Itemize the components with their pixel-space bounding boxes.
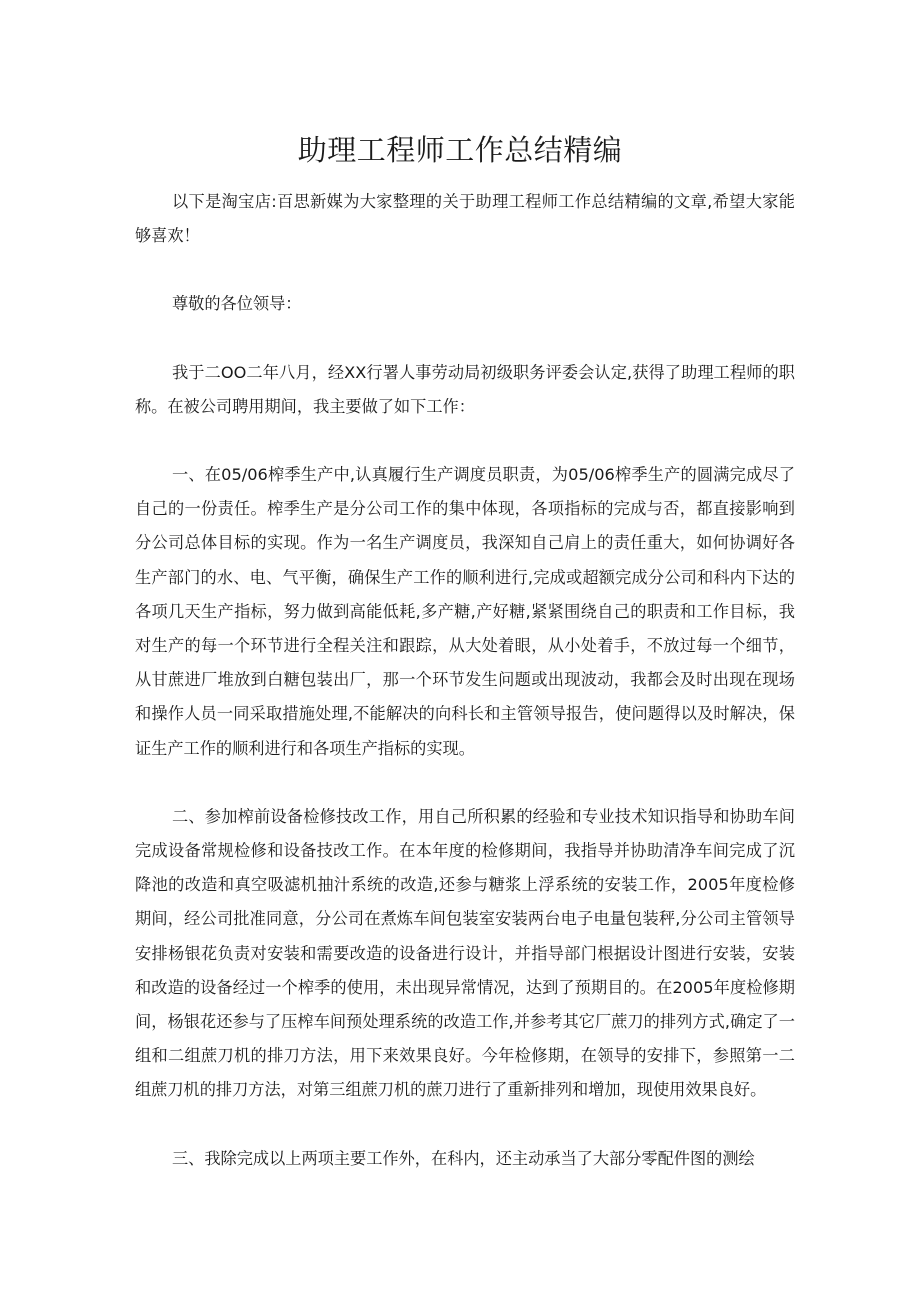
document-body (135, 185, 795, 1210)
body-paragraph: 三、我除完成以上两项主要工作外，在科内，还主动承当了大部分零配件图的测绘 (172, 1148, 755, 1168)
intro-paragraph: 以下是淘宝店:百思新媒为大家整理的关于助理工程师工作总结精编的文章,希望大家能够喜欢！ (135, 192, 795, 246)
body-paragraph: 我于二OO二年八月，经XX行署人事劳动局初级职务评委会认定,获得了助理工程师的职称。在被公司聘用期间，我主要做了如下工作： (135, 362, 795, 416)
document-title: 助理工程师工作总结精编 (297, 133, 623, 167)
body-paragraph: 二、参加榨前设备检修技改工作，用自己所积累的经验和专业技术知识指导和协助车间完成设备常规检修和设备技改工作。在本年度的检修期间，我指导并协助清净车间完成了沉降池的改造和真空吸滤机抽汁系统的改造,还参与糖浆上浮系统的安装工作，2005年度检修期间，经公司批准同意，分公司在煮炼车间包装室安装两台电子电量包装秤,分公司主管领导安排杨银花负责对安装和需要改造的设备进行设计，并指导部门根据设计图进行安装，安装和改造的设备经过一个榨季的使用，未出现异常情况，达到了预期目的。在2005年度检修期间，杨银花还参与了压榨车间预处理系统的改造工作,并参考其它厂蔗刀的排列方式,确定了一组和二组蔗刀机的排刀方法，用下来效果良好。今年检修期，在领导的安排下，参照第一二组蔗刀机的排刀方法，对第三组蔗刀机的蔗刀进行了重新排列和增加，现使用效果良好。 (135, 806, 795, 1100)
salutation-paragraph: 尊敬的各位领导： (172, 294, 302, 314)
body-paragraph: 一、在05/06榨季生产中,认真履行生产调度员职责，为05/06榨季生产的圆满完成尽了自己的一份责任。榨季生产是分公司工作的集中体现，各项指标的完成与否，都直接影响到分公司总体目标的实现。作为一名生产调度员，我深知自己肩上的责任重大，如何协调好各生产部门的水、电、气平衡，确保生产工作的顺利进行,完成或超额完成分公司和科内下达的各项几天生产指标，努力做到高能低耗,多产糖,产好糖,紧紧围绕自己的职责和工作目标，我对生产的每一个环节进行全程关注和跟踪，从大处着眼，从小处着手，不放过每一个细节，从甘蔗进厂堆放到白糖包装出厂，那一个环节发生问题或出现波动，我都会及时出现在现场和操作人员一同采取措施处理,不能解决的向科长和主管领导报告，使问题得以及时解决，保证生产工作的顺利进行和各项生产指标的实现。 (135, 465, 795, 758)
